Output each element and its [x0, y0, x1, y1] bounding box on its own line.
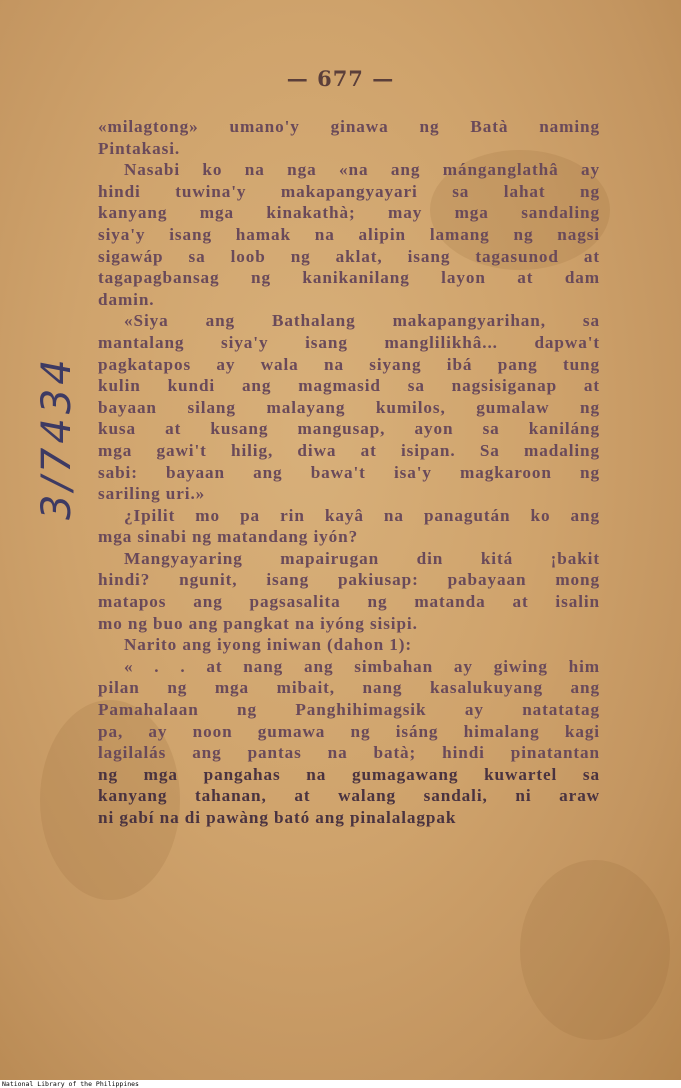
text-line: siya'y isang hamak na alipin lamang ng nagsi [98, 224, 600, 244]
text-line: kusa at kusang mangusap, ayon sa kaniláng [98, 419, 600, 439]
text-line: matapos ang pagsasalita ng matanda at isalin [98, 592, 600, 612]
text-line: « . . at nang ang simbahan ay giwing him [124, 656, 600, 676]
text-line: kanyang mga kinakathà; may mga sandaling [98, 203, 600, 223]
text-line: kulin kundi ang magmasid sa nagsisiganap at [98, 376, 600, 396]
text-line: mo ng buo ang pangkat na iyóng sisipi. [98, 613, 418, 633]
text-line: hindi tuwina'y makapangyayari sa lahat ng [98, 181, 600, 201]
text-line: hindi? ngunit, isang pakiusap: pabayaan mong [98, 570, 600, 590]
text-line: «milagtong» umano'y ginawa ng Batà naming [98, 117, 600, 136]
text-line: ni gabí na di pawàng bató ang pinalalagpak [98, 808, 457, 827]
text-line: ng mga pangahas na gumagawang kuwartel sa [98, 764, 600, 784]
text-line: Nasabi ko na nga «na ang mánganglathâ ay [124, 160, 600, 180]
text-line: pagkatapos ay wala na siyang ibá pang tung [98, 354, 600, 374]
text-line: «Siya ang Bathalang makapangyarihan, sa [124, 311, 600, 331]
text-line: pilan ng mga mibait, nang kasalukuyang ang [98, 678, 600, 698]
text-line: Mangyayaring mapairugan din kitá ¡bakit [124, 548, 600, 568]
library-credit: National Library of the Philippines [2, 1080, 139, 1088]
page-number: — 677 — [286, 66, 395, 91]
text-line: sigawáp sa loob ng aklat, isang tagasunod at [98, 246, 600, 266]
text-line: Narito ang iyong iniwan (dahon 1): [124, 635, 412, 655]
handwritten-accession-number: 3/7434 [34, 355, 80, 520]
text-line: tagapagbansag ng kanikanilang layon at dam [98, 268, 600, 288]
body-text [98, 116, 600, 829]
text-line: sabi: bayaan ang bawa't isa'y magkaroon ng [98, 462, 600, 482]
text-line: mga gawi't hilig, diwa at isipan. Sa madaling [98, 440, 600, 460]
paper-stain [520, 860, 670, 1040]
text-line: lagilalás ang pantas na batà; hindi pinatantan [98, 743, 600, 763]
text-line: Pamahalaan ng Panghihimagsik ay natatatag [98, 700, 600, 720]
text-line: Pintakasi. [98, 138, 181, 158]
text-line: sariling uri.» [98, 484, 206, 504]
text-line: bayaan silang malayang kumilos, gumalaw ng [98, 397, 600, 417]
text-line: kanyang tahanan, at walang sandali, ni araw [98, 786, 600, 806]
text-line: mga sinabi ng matandang iyón? [98, 527, 359, 547]
text-line: damin. [98, 289, 155, 309]
text-line: pa, ay noon gumawa ng isáng himalang kagi [98, 721, 600, 741]
text-line: mantalang siya'y isang manglilikhâ... dapwa't [98, 332, 600, 352]
text-line: ¿Ipilit mo pa rin kayâ na panagután ko ang [124, 505, 600, 525]
